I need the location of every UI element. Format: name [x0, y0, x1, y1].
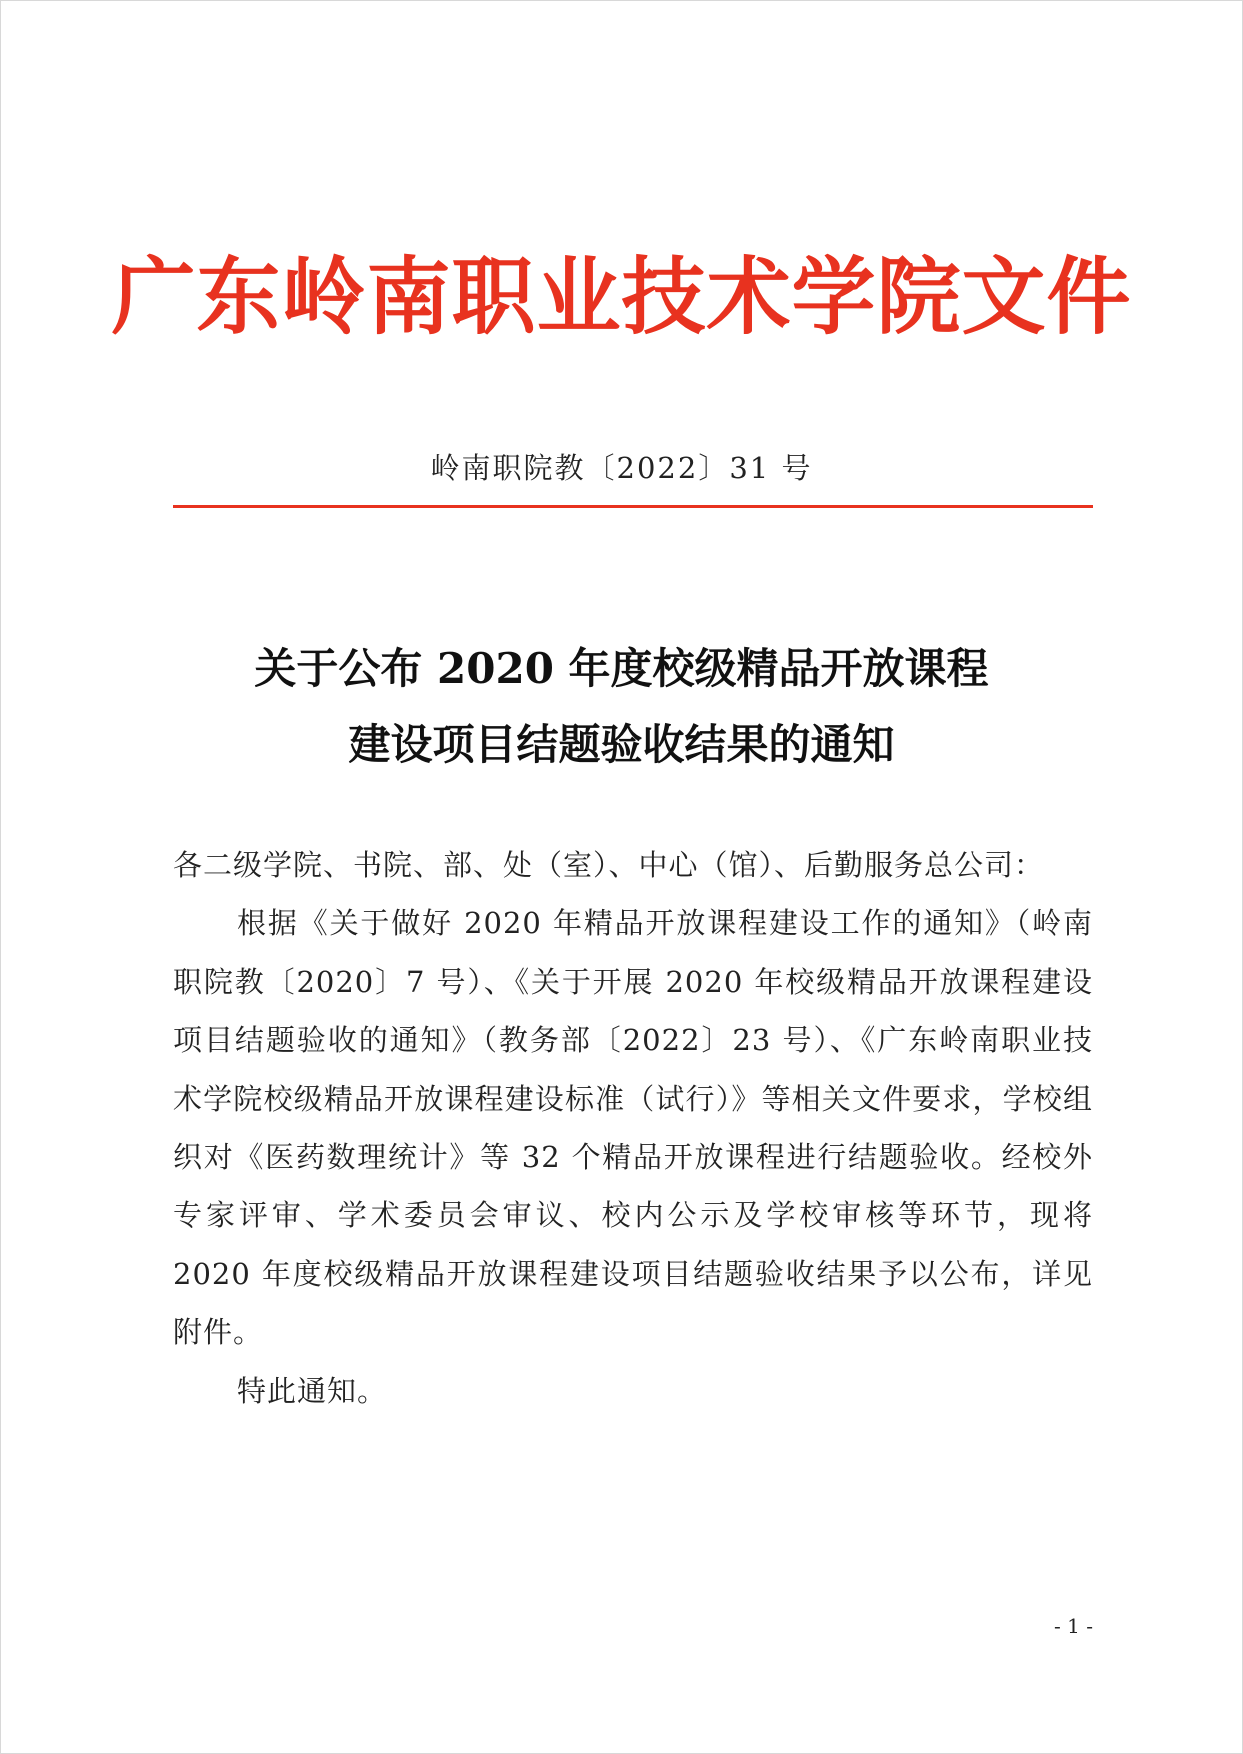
document-body	[173, 836, 1093, 1420]
closing-line: 特此通知。	[237, 1373, 388, 1408]
document-masthead: 广东岭南职业技术学院文件	[111, 247, 1132, 346]
red-separator-line	[173, 505, 1093, 508]
document-title-line-2: 建设项目结题验收结果的通知	[348, 720, 895, 769]
page-number: - 1 -	[1054, 1614, 1093, 1638]
recipients-line: 各二级学院、书院、部、处（室）、中心（馆）、后勤服务总公司：	[173, 848, 1045, 882]
document-title-line-1: 关于公布 2020 年度校级精品开放课程	[254, 644, 989, 693]
document-number: 岭南职院教〔2022〕31 号	[430, 451, 813, 485]
body-paragraph: 根据《关于做好 2020 年精品开放课程建设工作的通知》（岭南职院教〔2020〕7 号）、《关于开展 2020 年校级精品开放课程建设项目结题验收的通知》（教务部〔2022〕23 号）、《广东岭南职业技术学院校级精品开放课程建设标准（试行）》等相关文件要求，学校组织对《医药数理统计》等 32 个精品开放课程进行结题验收。经校外专家评审、学术委员会审议、校内公示及学校审核等环节，现将 2020 年度校级精品开放课程建设项目结题验收结果予以公布，详见附件。	[173, 906, 1093, 1350]
